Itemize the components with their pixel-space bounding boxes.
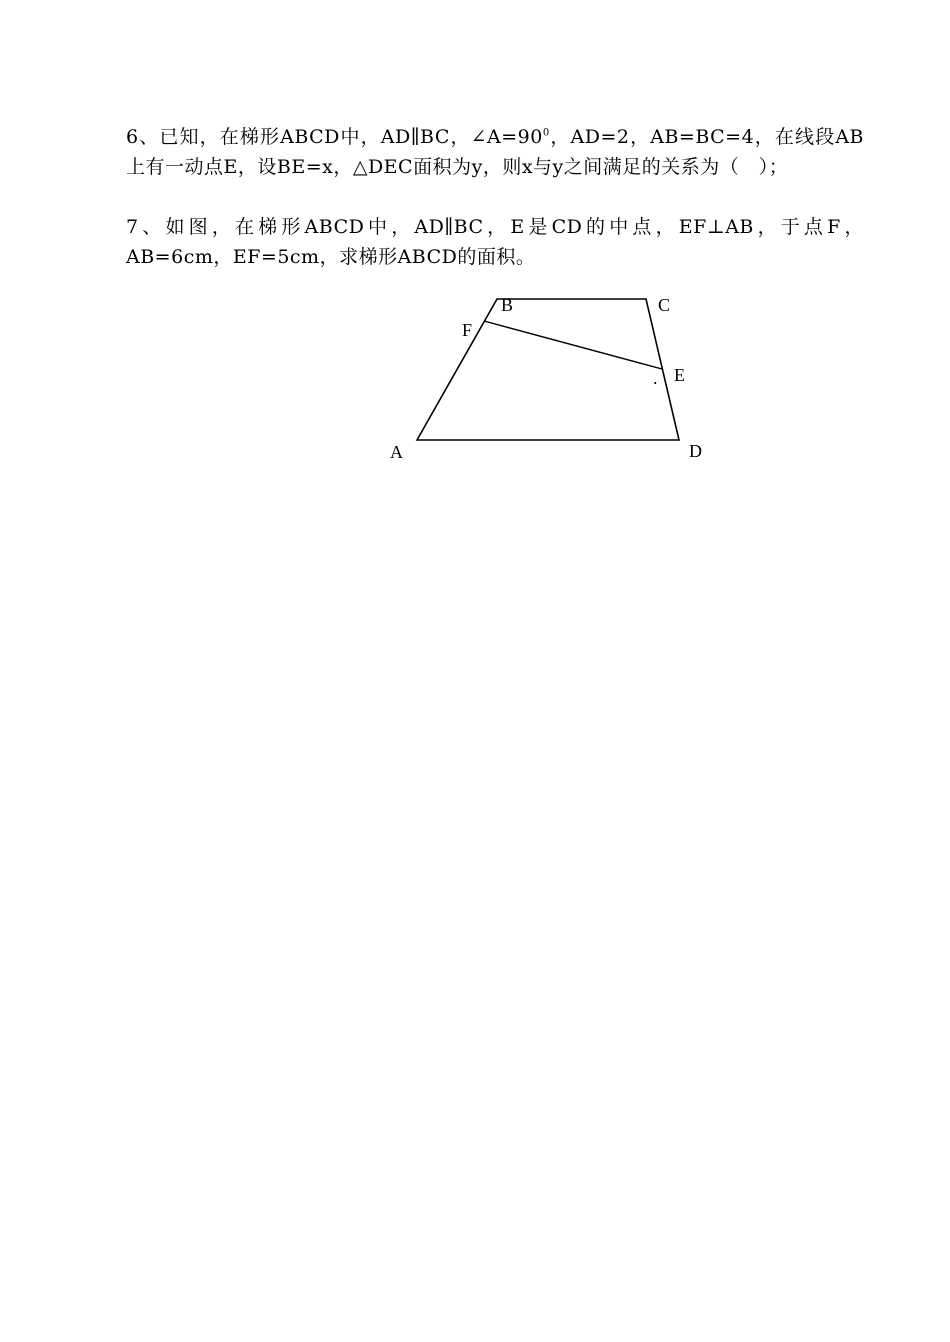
point-dot: . <box>653 368 658 388</box>
label-c: C <box>658 295 671 315</box>
question-6 <box>126 122 864 182</box>
question-6-text-start: 6、已知，在梯形ABCD中，AD∥BC，∠A=90 <box>126 126 543 148</box>
trapezoid-diagram <box>380 284 720 470</box>
question-7: 7、如图，在梯形ABCD中，AD∥BC，E是CD的中点，EF⊥AB，于点F，AB=6cm，EF=5cm，求梯形ABCD的面积。 <box>126 216 864 268</box>
label-f: F <box>462 320 473 340</box>
label-d: D <box>689 441 702 461</box>
segment-ef <box>484 321 662 369</box>
label-e: E <box>674 365 685 385</box>
label-b: B <box>501 295 514 315</box>
trapezoid-abcd <box>417 299 679 440</box>
degree-superscript: 0 <box>542 127 550 139</box>
label-a: A <box>390 442 403 462</box>
question-6-text-end: ，AD=2，AB=BC=4，在线段AB上有一动点E，设BE=x，△DEC面积为y，则x与y之间满足的关系为（ ）； <box>126 126 864 178</box>
trapezoid-figure <box>380 284 720 470</box>
